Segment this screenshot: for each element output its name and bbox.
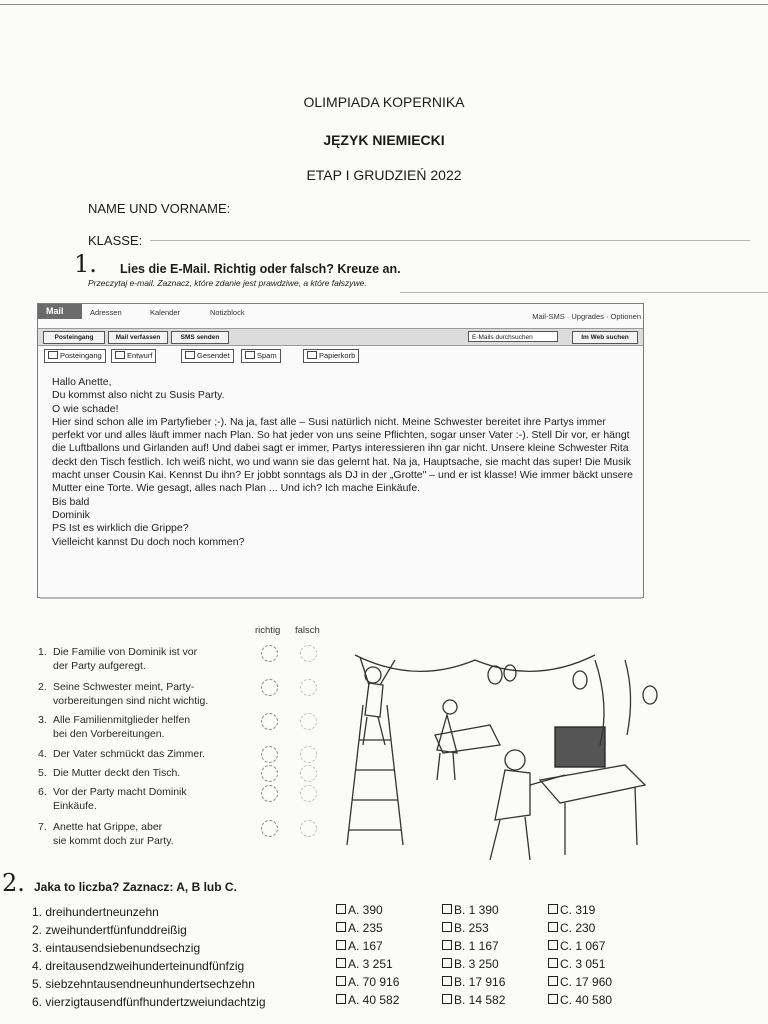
- richtig-circle-7[interactable]: [261, 820, 278, 837]
- statement-5: 5. Die Mutter deckt den Tisch.: [38, 767, 181, 779]
- number-word-row: 6. vierzigtausendfünfhundertzweiundachtzig: [32, 995, 266, 1009]
- cut-line: [400, 292, 768, 293]
- menu-notizblock[interactable]: Notizblock: [210, 308, 245, 317]
- mail-ps: PS Ist es wirklich die Grippe?: [52, 522, 189, 535]
- folder-papierkorb[interactable]: Papierkorb: [303, 349, 359, 363]
- balloon-shape: [643, 686, 657, 704]
- balloon-shape: [488, 666, 502, 684]
- checkbox-icon[interactable]: [442, 976, 452, 986]
- option-a[interactable]: A. 40 582: [336, 993, 399, 1007]
- mail-ps: Vielleicht kannst Du doch noch kommen?: [52, 535, 245, 548]
- option-a[interactable]: A. 235: [336, 921, 383, 935]
- folder-spam[interactable]: Spam: [241, 349, 281, 363]
- column-richtig: richtig: [255, 625, 281, 636]
- competition-title: OLIMPIADA KOPERNIKA: [303, 94, 465, 110]
- sent-icon: [185, 351, 195, 359]
- statement-4: 4. Der Vater schmückt das Zimmer.: [38, 748, 206, 760]
- option-b[interactable]: B. 1 167: [442, 939, 499, 953]
- checkbox-icon[interactable]: [336, 976, 346, 986]
- option-a[interactable]: A. 390: [336, 903, 383, 917]
- mail-signature: Dominik: [52, 508, 90, 521]
- checkbox-icon[interactable]: [336, 940, 346, 950]
- checkbox-icon[interactable]: [336, 958, 346, 968]
- draft-icon: [115, 351, 125, 359]
- email-body: [52, 376, 637, 549]
- number-word-row: 1. dreihundertneunzehn: [32, 905, 159, 919]
- option-c[interactable]: C. 17 960: [548, 975, 612, 989]
- option-b[interactable]: B. 3 250: [442, 957, 499, 971]
- mail-line: Du kommst also nicht zu Susis Party.: [52, 389, 225, 402]
- falsch-circle-6[interactable]: [300, 785, 317, 802]
- email-shadow: [40, 597, 642, 603]
- task1-instruction: Lies die E-Mail. Richtig oder falsch? Kreuze an.: [120, 262, 401, 276]
- envelope-icon: [48, 351, 58, 359]
- richtig-circle-5[interactable]: [261, 765, 278, 782]
- number-word-row: 5. siebzehntausendneunhundertsechzehn: [32, 977, 255, 991]
- trash-icon: [307, 351, 317, 359]
- dj-at-computer: [490, 727, 645, 860]
- richtig-circle-1[interactable]: [261, 645, 278, 662]
- stage-title: ETAP I GRUDZIEŃ 2022: [306, 167, 462, 183]
- number-word-row: 2. zweihundertfünfunddreißig: [32, 923, 187, 937]
- class-field-label: KLASSE:: [88, 233, 143, 248]
- subject-title: JĘZYK NIEMIECKI: [323, 132, 445, 148]
- checkbox-icon[interactable]: [548, 940, 558, 950]
- checkbox-icon[interactable]: [442, 958, 452, 968]
- option-b[interactable]: B. 253: [442, 921, 489, 935]
- checkbox-icon[interactable]: [548, 976, 558, 986]
- option-c[interactable]: C. 40 580: [548, 993, 612, 1007]
- checkbox-icon[interactable]: [442, 922, 452, 932]
- menu-adressen[interactable]: Adressen: [90, 308, 122, 317]
- checkbox-icon[interactable]: [548, 904, 558, 914]
- folder-entwurf[interactable]: Entwurf: [111, 349, 156, 363]
- statement-1: 1. Die Familie von Dominik ist vor der Party aufgeregt.: [38, 646, 198, 672]
- falsch-circle-5[interactable]: [300, 765, 317, 782]
- mail-paragraph: Hier sind schon alle im Partyfieber ;-). Na ja, fast alle – Susi natürlich nicht. Meine Schwester bereitet ihre Partys immer perfekt vor und alles läuft immer nach Plan. So hat jeder von uns seine Pflichten, sogar unser Vater :-). Stell Dir vor, er hängt die Luftballons und Girlanden auf! Und dabei sagt er immer, Partys interessieren ihn gar nicht. Unsere kleine Schwester Rita deckt den Tisch festlich. Ich weiß nicht, wo und wann sie das gelernt hat. Na ja, Hauptsache, sie macht das super! Die Musik macht unser Cousin Kai. Kennst Du ihn? Er jobbt sonntags als DJ in der „Grotte" – und er ist klasse! Wie immer bäckt unsere Mutter eine Torte. Wie gesagt, alles nach Plan ... Und ich? Ich mache Einkäufe.: [52, 415, 633, 495]
- option-b[interactable]: B. 1 390: [442, 903, 499, 917]
- checkbox-icon[interactable]: [548, 922, 558, 932]
- option-c[interactable]: C. 319: [548, 903, 595, 917]
- party-illustration: [325, 645, 665, 865]
- task2-number: 2.: [2, 869, 25, 897]
- falsch-circle-1[interactable]: [300, 645, 317, 662]
- mail-search-input[interactable]: E-Mails durchsuchen: [468, 331, 558, 342]
- name-field-label: NAME UND VORNAME:: [88, 201, 231, 216]
- checkbox-icon[interactable]: [336, 994, 346, 1004]
- checkbox-icon[interactable]: [442, 940, 452, 950]
- task1-instruction-polish: Przeczytaj e-mail. Zaznacz, które zdanie jest prawdziwe, a które fałszywe.: [88, 278, 367, 288]
- number-word-row: 3. eintausendsiebenundsechzig: [32, 941, 201, 955]
- checkbox-icon[interactable]: [548, 958, 558, 968]
- ladder-shape: [347, 705, 403, 845]
- statement-2: 2. Seine Schwester meint, Party- vorbereitungen sind nicht wichtig.: [38, 681, 209, 707]
- falsch-circle-3[interactable]: [300, 713, 317, 730]
- statement-7: 7. Anette hat Grippe, aber sie kommt doch zur Party.: [38, 821, 174, 847]
- checkbox-icon[interactable]: [548, 994, 558, 1004]
- richtig-circle-6[interactable]: [261, 785, 278, 802]
- task1-number: 1.: [74, 250, 97, 278]
- falsch-circle-2[interactable]: [300, 679, 317, 696]
- option-a[interactable]: A. 70 916: [336, 975, 399, 989]
- option-c[interactable]: C. 230: [548, 921, 595, 935]
- menu-kalender[interactable]: Kalender: [150, 308, 181, 317]
- option-a[interactable]: A. 3 251: [336, 957, 393, 971]
- balloon-shape: [573, 671, 587, 689]
- posteingang-button[interactable]: Posteingang: [43, 331, 105, 344]
- mail-closing: Bis bald: [52, 495, 90, 508]
- folder-gesendet[interactable]: Gesendet: [181, 349, 234, 363]
- column-falsch: falsch: [295, 625, 320, 636]
- mail-top-menu: [38, 304, 643, 320]
- sms-senden-button[interactable]: SMS senden: [171, 331, 229, 344]
- mail-logo: Mail: [38, 304, 82, 319]
- class-answer-line: [150, 240, 750, 241]
- garland-shape: [355, 655, 595, 671]
- mail-toolbar: [38, 328, 643, 346]
- falsch-circle-4[interactable]: [300, 746, 317, 763]
- menu-right-links[interactable]: Mail-SMS · Upgrades · Optionen: [532, 312, 641, 321]
- option-b[interactable]: B. 17 916: [442, 975, 505, 989]
- mail-greeting: Hallo Anette,: [52, 376, 112, 388]
- checkbox-icon[interactable]: [336, 904, 346, 914]
- option-b[interactable]: B. 14 582: [442, 993, 505, 1007]
- checkbox-icon[interactable]: [442, 904, 452, 914]
- number-word-row: 4. dreitausendzweihunderteinundfünfzig: [32, 959, 245, 973]
- falsch-circle-7[interactable]: [300, 820, 317, 837]
- option-c[interactable]: C. 3 051: [548, 957, 605, 971]
- email-window: [37, 303, 644, 598]
- richtig-circle-4[interactable]: [261, 746, 278, 763]
- folder-posteingang[interactable]: Posteingang: [44, 349, 106, 363]
- statement-6: 6. Vor der Party macht Dominik Einkäufe.: [38, 786, 187, 812]
- spam-icon: [245, 351, 255, 359]
- option-c[interactable]: C. 1 067: [548, 939, 605, 953]
- mail-line: O wie schade!: [52, 402, 119, 415]
- checkbox-icon[interactable]: [442, 994, 452, 1004]
- richtig-circle-2[interactable]: [261, 679, 278, 696]
- option-a[interactable]: A. 167: [336, 939, 383, 953]
- folder-tabs: [38, 349, 643, 363]
- task2-title: Jaka to liczba? Zaznacz: A, B lub C.: [34, 880, 237, 894]
- richtig-circle-3[interactable]: [261, 713, 278, 730]
- mail-verfassen-button[interactable]: Mail verfassen: [108, 331, 168, 344]
- balloon-shape: [504, 665, 516, 681]
- web-search-button[interactable]: Im Web suchen: [572, 331, 638, 344]
- checkbox-icon[interactable]: [336, 922, 346, 932]
- page-top-edge: [0, 0, 768, 5]
- statement-3: 3. Alle Familienmitglieder helfen bei den Vorbereitungen.: [38, 714, 191, 740]
- girl-at-table: [435, 700, 500, 780]
